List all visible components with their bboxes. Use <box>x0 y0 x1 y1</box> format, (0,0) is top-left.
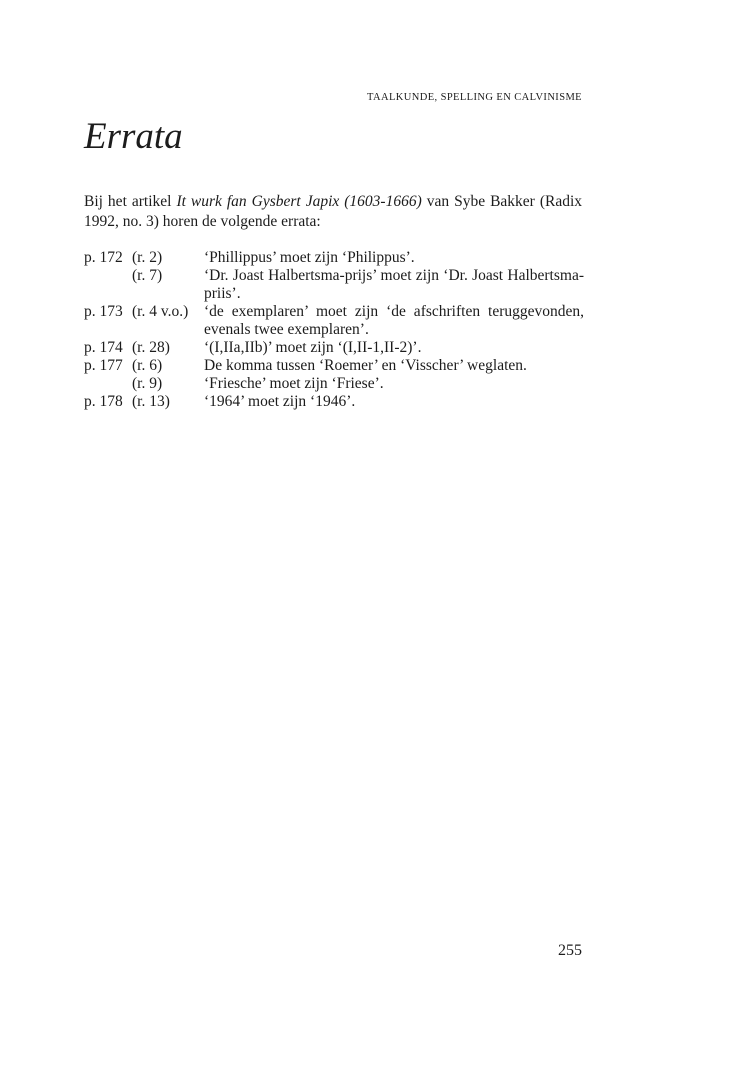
article-title: It wurk fan Gysbert Japix (1603-1666) <box>176 193 422 210</box>
errata-line: (r. 2) <box>132 249 163 266</box>
errata-page: p. 172 <box>84 249 123 266</box>
errata-reference <box>84 339 204 357</box>
errata-reference <box>84 249 204 267</box>
errata-reference <box>84 375 204 393</box>
errata-line: (r. 4 v.o.) <box>132 303 189 320</box>
errata-text: ‘Dr. Joast Halbertsma-prijs’ moet zijn ‘Dr. Joast Halbertsma-priis’. <box>204 267 584 302</box>
errata-reference <box>84 267 204 303</box>
errata-line: (r. 13) <box>132 393 170 410</box>
errata-row <box>84 357 584 375</box>
errata-line: (r. 6) <box>132 357 163 374</box>
errata-row <box>84 303 584 339</box>
errata-page: p. 174 <box>84 339 123 356</box>
errata-row <box>84 267 584 303</box>
errata-text: ‘de exemplaren’ moet zijn ‘de afschriften teruggevonden, evenals twee exemplaren’. <box>204 303 584 338</box>
errata-reference <box>84 303 204 339</box>
intro-paragraph <box>84 192 582 232</box>
errata-text: De komma tussen ‘Roemer’ en ‘Visscher’ weglaten. <box>204 357 527 374</box>
errata-reference <box>84 393 204 411</box>
errata-line: (r. 7) <box>132 267 163 284</box>
intro-text-after: van Sybe Bakker (Radix 1992, no. 3) horen de volgende errata: <box>84 193 583 230</box>
errata-page: p. 177 <box>84 357 123 374</box>
errata-line: (r. 9) <box>132 375 163 392</box>
errata-page <box>84 267 132 303</box>
intro-text-before: Bij het artikel <box>84 193 177 210</box>
errata-page <box>84 375 132 393</box>
errata-row <box>84 375 584 393</box>
errata-row <box>84 393 584 411</box>
errata-page: p. 173 <box>84 303 123 320</box>
errata-row <box>84 249 584 267</box>
page-title: Errata <box>84 116 183 157</box>
errata-line: (r. 28) <box>132 339 170 356</box>
errata-page: p. 178 <box>84 393 123 410</box>
errata-text: ‘(I,IIa,IIb)’ moet zijn ‘(I,II-1,II-2)’. <box>204 339 422 356</box>
errata-row <box>84 339 584 357</box>
errata-text: ‘Phillippus’ moet zijn ‘Philippus’. <box>204 249 415 266</box>
errata-text: ‘1964’ moet zijn ‘1946’. <box>204 393 356 410</box>
running-head: TAALKUNDE, SPELLING EN CALVINISME <box>367 92 582 103</box>
errata-list <box>84 249 584 411</box>
errata-text: ‘Friesche’ moet zijn ‘Friese’. <box>204 375 384 392</box>
errata-reference <box>84 357 204 375</box>
page-number: 255 <box>558 942 582 959</box>
